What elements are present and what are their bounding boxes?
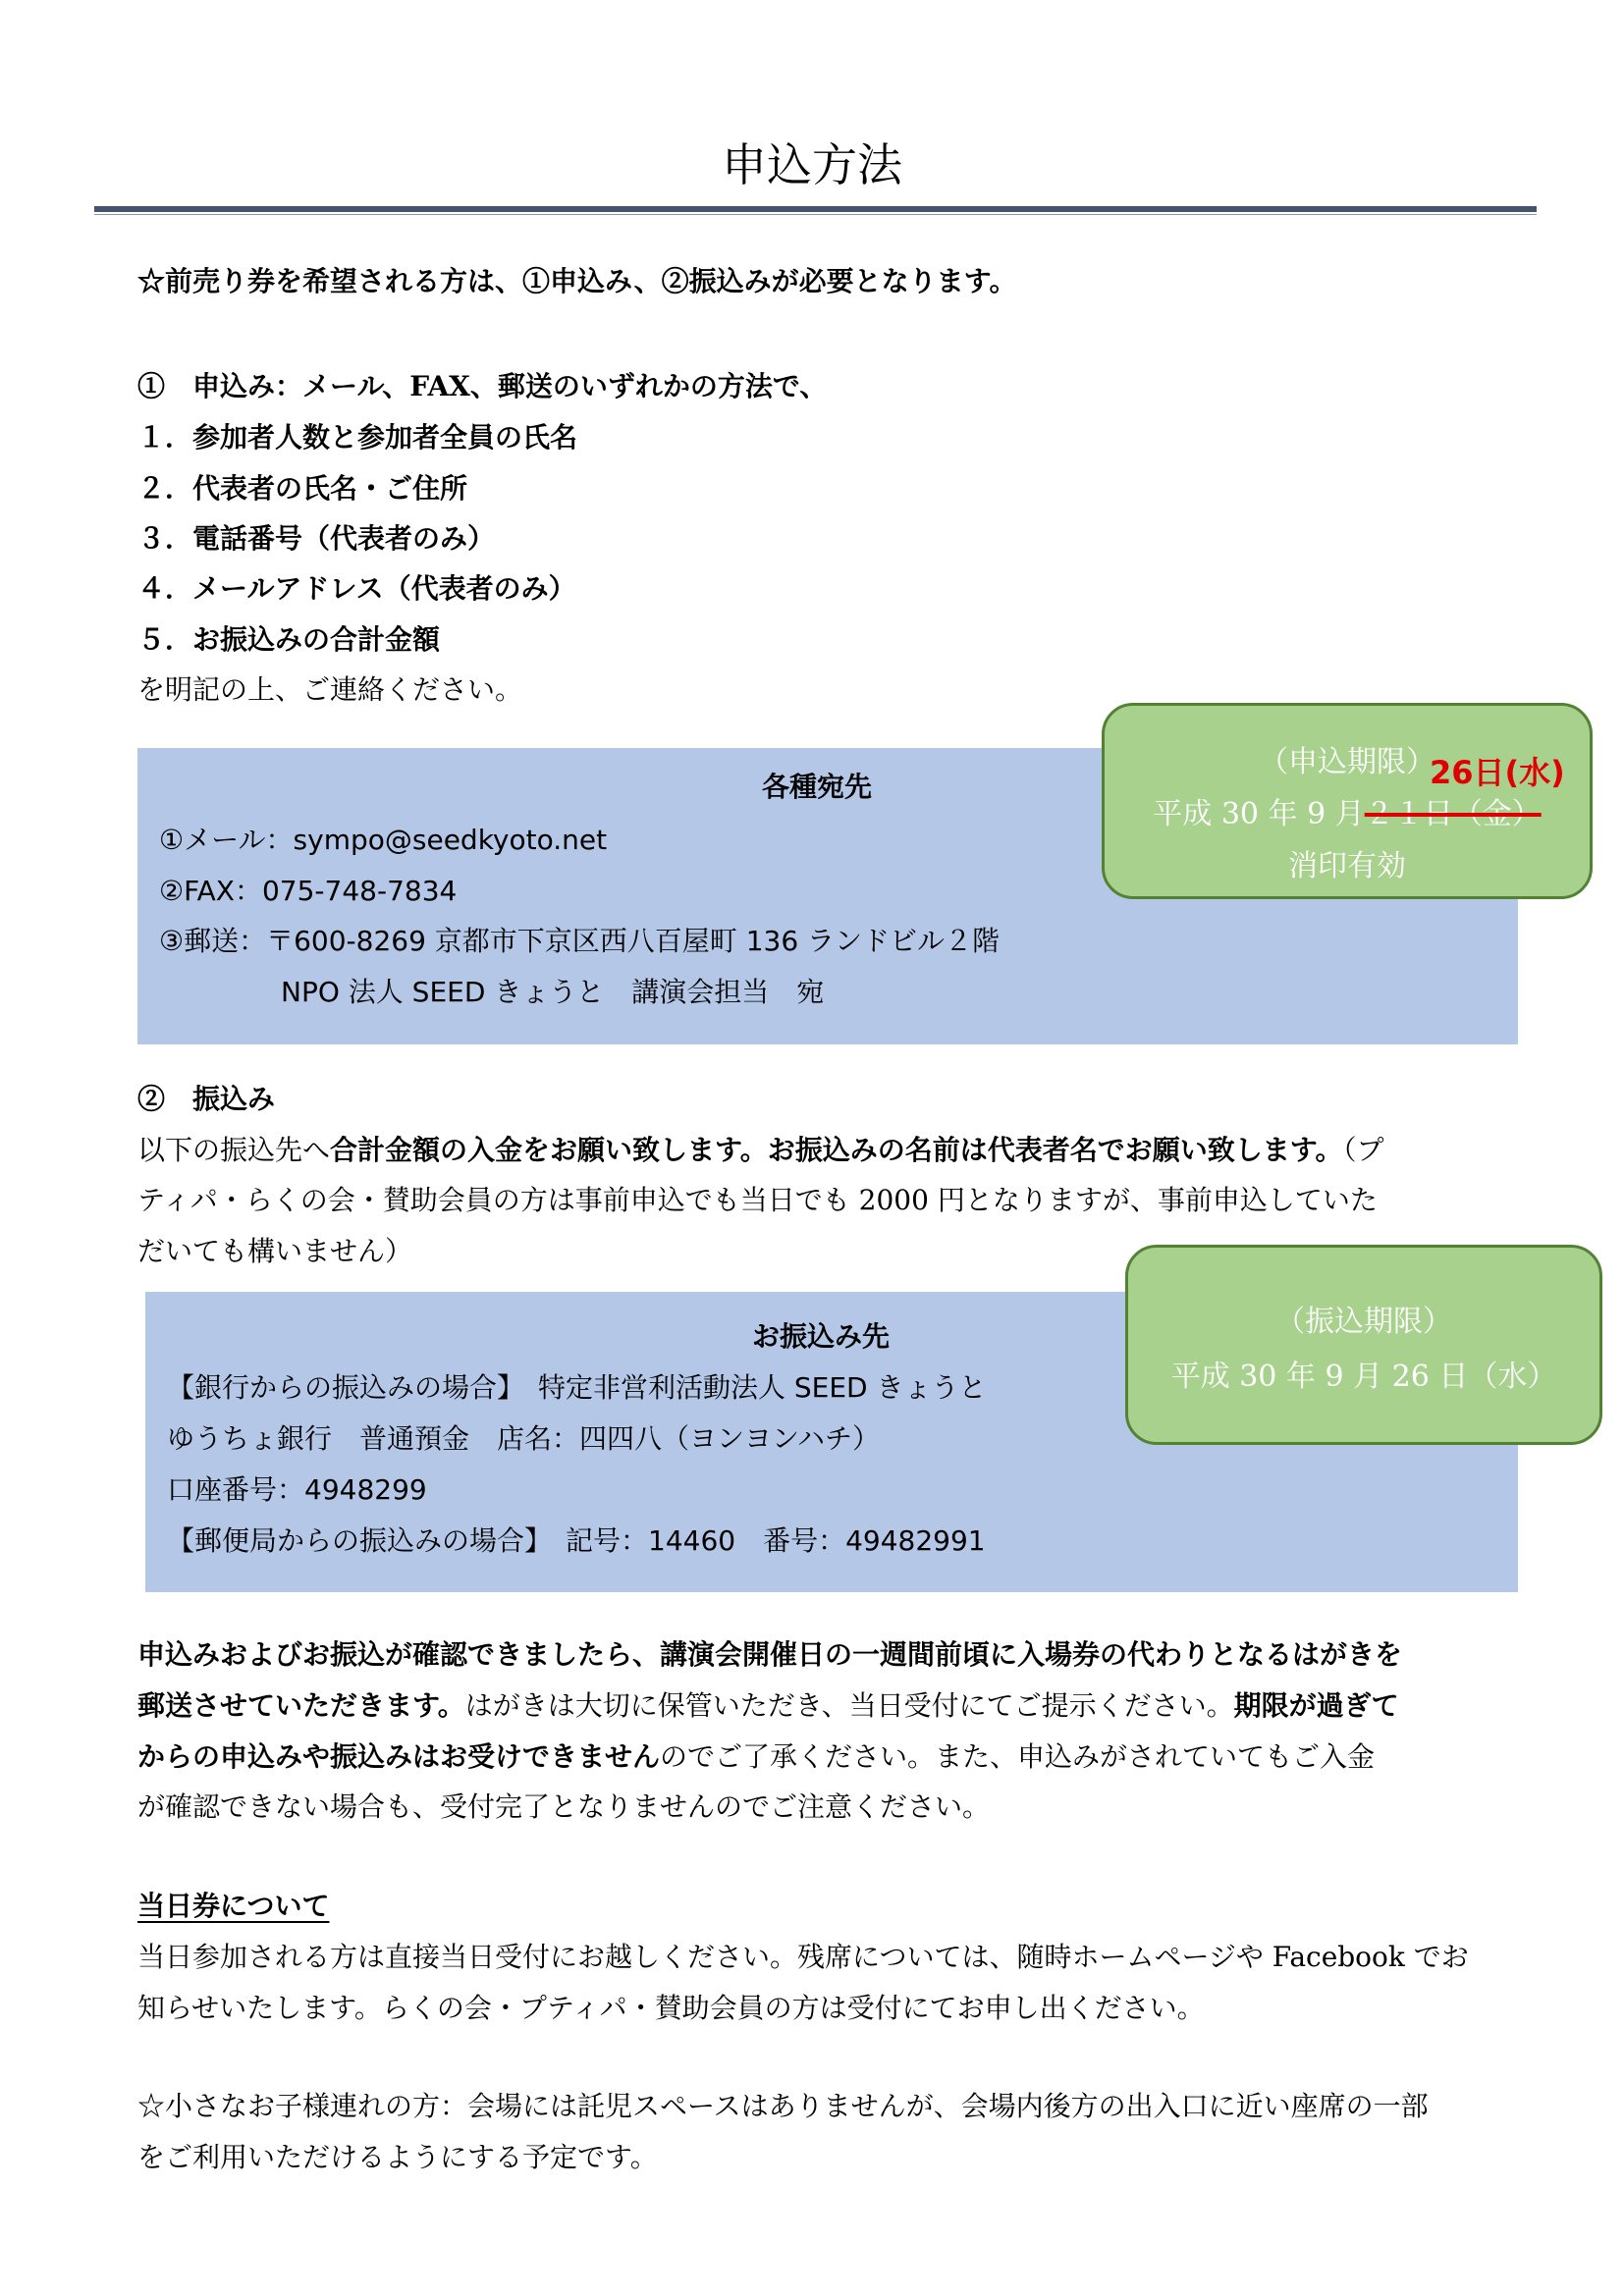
same-day-heading: 当日券について [137,1890,330,1922]
notice-line4: が確認できない場合も、受付完了となりませんのでご注意ください。 [137,1790,991,1823]
apply-deadline-note: 消印有効 [1288,849,1406,883]
transfer-deadline-box [1125,1245,1602,1445]
notice-line2 [137,1684,1399,1724]
section2-text: （プ [1342,1134,1384,1166]
notice-text-bold: 郵送させていただきます。 [137,1689,465,1722]
notice-text-bold: からの申込みや振込みはお受けできません [137,1740,661,1773]
notice-text: はがきは大切に保管いただき、当日受付にてご提示ください。 [464,1689,1234,1722]
list-item: １．参加者人数と参加者全員の氏名 [137,421,578,454]
apply-deadline-struck-date: ２１日（金） [1364,797,1542,831]
children-note-line1: ☆小さなお子様連れの方：会場には託児スペースはありませんが、会場内後方の出入口に近い座席の一部 [137,2090,1429,2122]
section2-text-bold: 合計金額の入金をお願い致します。お振込みの名前は代表者名でお願い致します。 [330,1134,1343,1166]
section2-paragraph-line2: ティパ・らくの会・賛助会員の方は事前申込でも当日でも 2000 円となりますが、事前申込していた [137,1184,1378,1216]
notice-text-bold: 期限が過ぎて [1233,1689,1399,1722]
bank-line: 口座番号：4948299 [167,1473,427,1506]
title-rule-thin [94,214,1537,215]
notice-line3 [137,1735,1375,1775]
page-title: 申込方法 [722,138,902,191]
bank-line: 【郵便局からの振込みの場合】 記号：14460 番号：49482991 [167,1524,986,1557]
contact-post: ③郵送：〒600-8269 京都市下京区西八百屋町 136 ランドビル２階 [159,925,1001,957]
intro-text: ☆前売り券を希望される方は、①申込み、②振込みが必要となります。 [137,265,1017,297]
list-item: ２．代表者の氏名・ご住所 [137,472,468,505]
apply-deadline-original [1105,789,1590,832]
notice-line1: 申込みおよびお振込が確認できましたら、講演会開催日の一週間前頃に入場券の代わりとなるはがきを [137,1638,1403,1671]
list-item: ４．メールアドレス（代表者のみ） [137,572,576,605]
apply-deadline-box [1102,703,1593,899]
section2-text: 以下の振込先へ [137,1134,331,1166]
list-item: ３．電話番号（代表者のみ） [137,522,496,555]
bank-box-title: お振込み先 [752,1320,891,1353]
section2-paragraph-line1 [137,1129,1384,1168]
apply-deadline-new-date: 26日(水) [1430,754,1565,791]
same-day-line1: 当日参加される方は直接当日受付にお越しください。残席については、随時ホームページや Facebook でお [137,1941,1469,1973]
contact-email: ①メール：sympo@seedkyoto.net [159,824,608,856]
transfer-deadline-date: 平成 30 年 9 月 26 日（水） [1170,1360,1557,1394]
section1-closing: を明記の上、ご連絡ください。 [137,673,523,706]
title-rule [94,206,1537,212]
contact-box-title: 各種宛先 [762,771,873,803]
apply-deadline-date-prefix: 平成 30 年 9 月 [1153,797,1365,831]
list-item: ５．お振込みの合計金額 [137,623,441,656]
bank-line: ゆうちょ銀行 普通預金 店名：四四八（ヨンヨンハチ） [167,1422,881,1455]
section1-heading: ① 申込み：メール、FAX、郵送のいずれかの方法で、 [137,370,828,402]
children-note-line2: をご利用いただけるようにする予定です。 [137,2141,658,2173]
transfer-deadline-label: （振込期限） [1275,1305,1452,1339]
apply-deadline-label: （申込期限） [1259,745,1435,779]
contact-fax: ②FAX：075-748-7834 [159,875,458,907]
section2-heading: ② 振込み [137,1083,276,1115]
notice-text: のでご了承ください。また、申込みがされていてもご入金 [660,1740,1376,1773]
bank-line: 【銀行からの振込みの場合】 特定非営利活動法人 SEED きょうと [167,1371,987,1404]
section2-paragraph-line3: だいても構いません） [137,1235,413,1267]
same-day-line2: 知らせいたします。らくの会・プティパ・賛助会員の方は受付にてお申し出ください。 [137,1992,1205,2024]
contact-post-recipient: NPO 法人 SEED きょうと 講演会担当 宛 [281,976,825,1008]
